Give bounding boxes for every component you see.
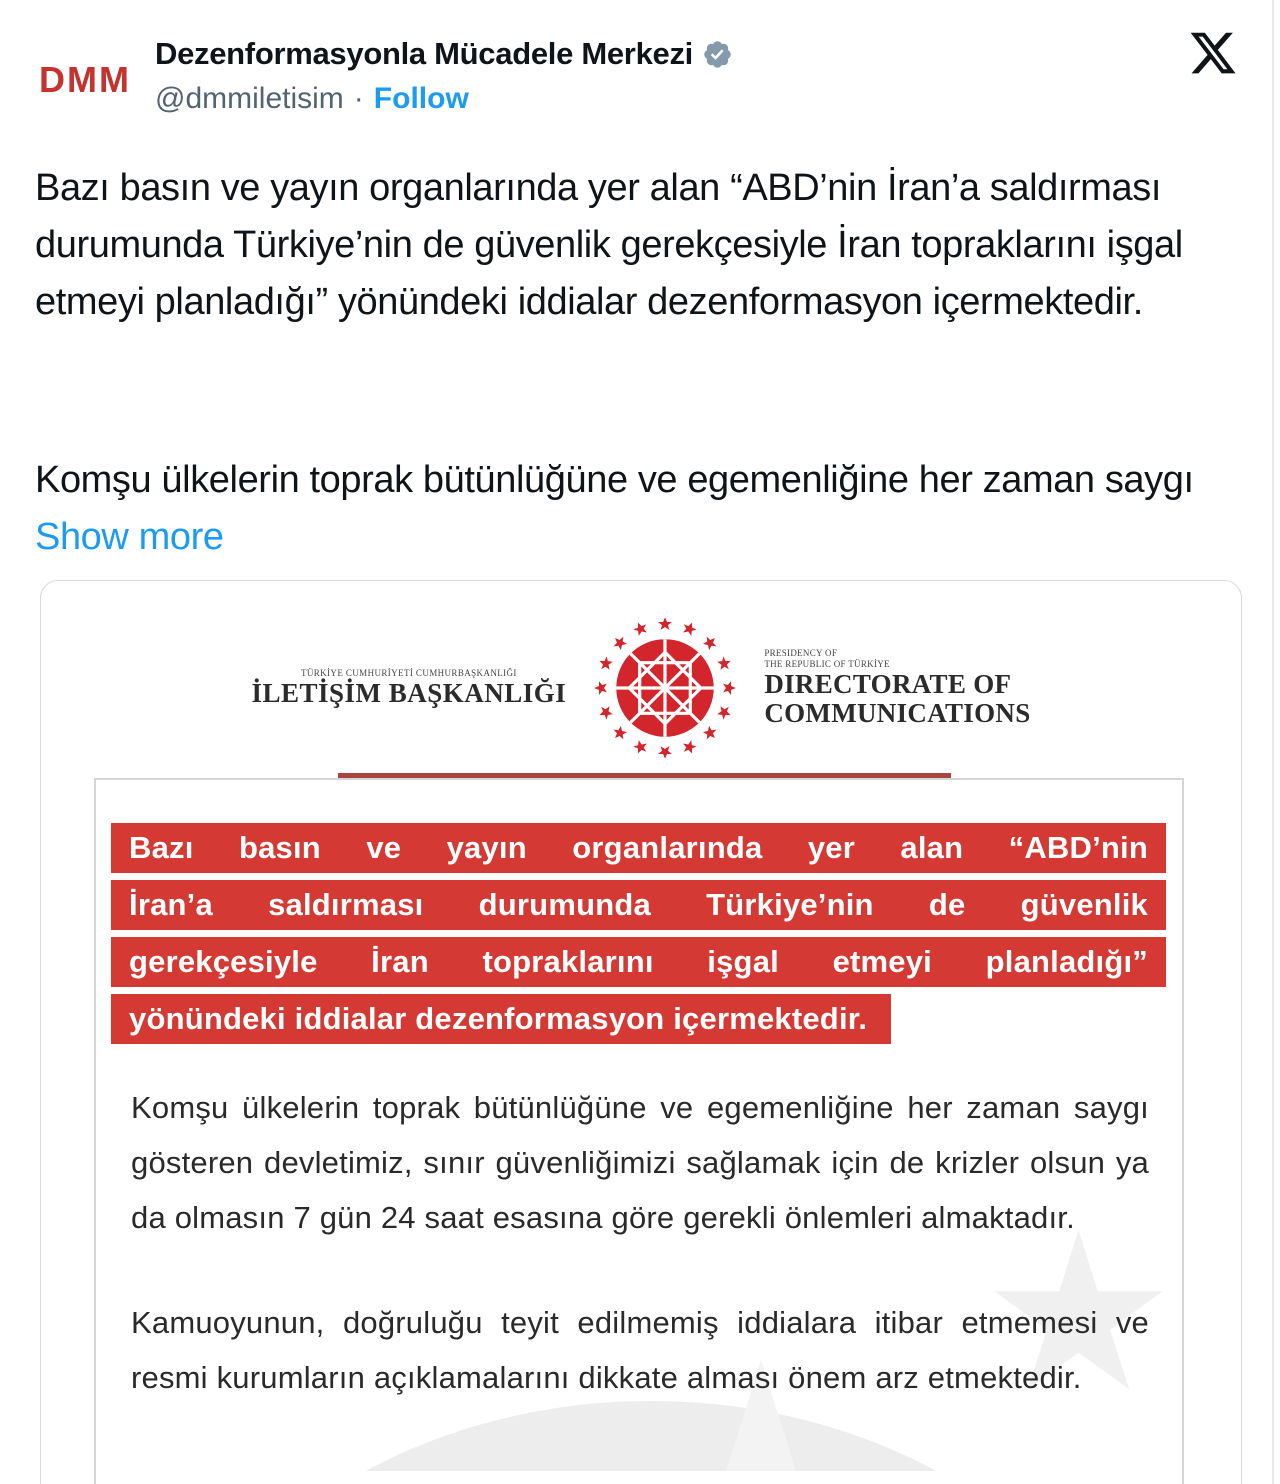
highlight-line: İran’a saldırması durumunda Türkiye’nin de güvenlik [111,880,1166,930]
statement-paragraph-1: Komşu ülkelerin toprak bütünlüğüne ve egemenliğine her zaman saygı gösteren devletimiz, sınır güvenliğimizi sağlamak için de krizler olsun ya da olmasın 7 gün 24 saat esasına göre gerekli önlemleri almaktadır. [131,1090,1149,1235]
highlighted-statement [111,823,1166,1051]
highlight-line: Bazı basın ve yayın organlarında yer alan “ABD’nin [111,823,1166,873]
directorate-logo-row [41,603,1241,773]
x-logo-icon[interactable] [1188,28,1238,78]
org-left-small-text: TÜRKİYE CUMHURİYETİ CUMHURBAŞKANLIĞI [300,667,517,678]
org-right-large-line2: COMMUNICATIONS [764,698,1031,728]
display-name[interactable]: Dezenformasyonla Mücadele Merkezi [155,36,693,71]
statement-box [94,778,1184,1484]
org-name-english [764,648,1030,728]
highlight-line: yönündeki iddialar dezenformasyon içermektedir. [111,994,891,1044]
highlight-line: gerekçesiyle İran topraklarını işgal etmeyi planladığı” [111,937,1166,987]
presidential-emblem-icon [590,613,740,763]
tweet-text: Bazı basın ve yayın organlarında yer alan “ABD’nin İran’a saldırması durumunda Türkiye’nin de güvenlik gerekçesiyle İran topraklarını işgal etmeyi planladığı” yönündeki iddialar dezenformasyon içermektedir. [35,167,1183,323]
page-edge-divider [1272,0,1274,1484]
verified-badge-icon [702,39,733,70]
account-name-row [155,36,733,72]
tweet-media-card[interactable] [40,580,1242,1484]
avatar[interactable] [35,30,135,130]
org-right-small-line1: PRESIDENCY OF [764,648,838,658]
avatar-logo-text: DMM [39,59,131,100]
account-meta-row [155,82,469,116]
account-handle[interactable]: @dmmiletisim [155,82,344,115]
follow-button[interactable]: Follow [373,82,469,115]
tweet-text-continued [35,452,1243,566]
meta-separator: · [353,82,364,115]
org-name-turkish [251,668,566,709]
show-more-link[interactable]: Show more [35,516,224,558]
org-right-small-line2: THE REPUBLIC OF TÜRKİYE [764,659,890,669]
statement-paragraph-2: Kamuoyunun, doğruluğu teyit edilmemiş iddialara itibar etmemesi ve resmi kurumların açıklamalarını dikkate alması önem arz etmektedir. [131,1305,1149,1395]
org-right-large-line1: DIRECTORATE OF [764,669,1012,699]
tweet-text2-content: Komşu ülkelerin toprak bütünlüğüne ve egemenliğine her zaman saygı [35,459,1194,501]
footer-strip [326,1471,976,1484]
org-left-large-text: İLETİŞİM BAŞKANLIĞI [251,677,567,708]
